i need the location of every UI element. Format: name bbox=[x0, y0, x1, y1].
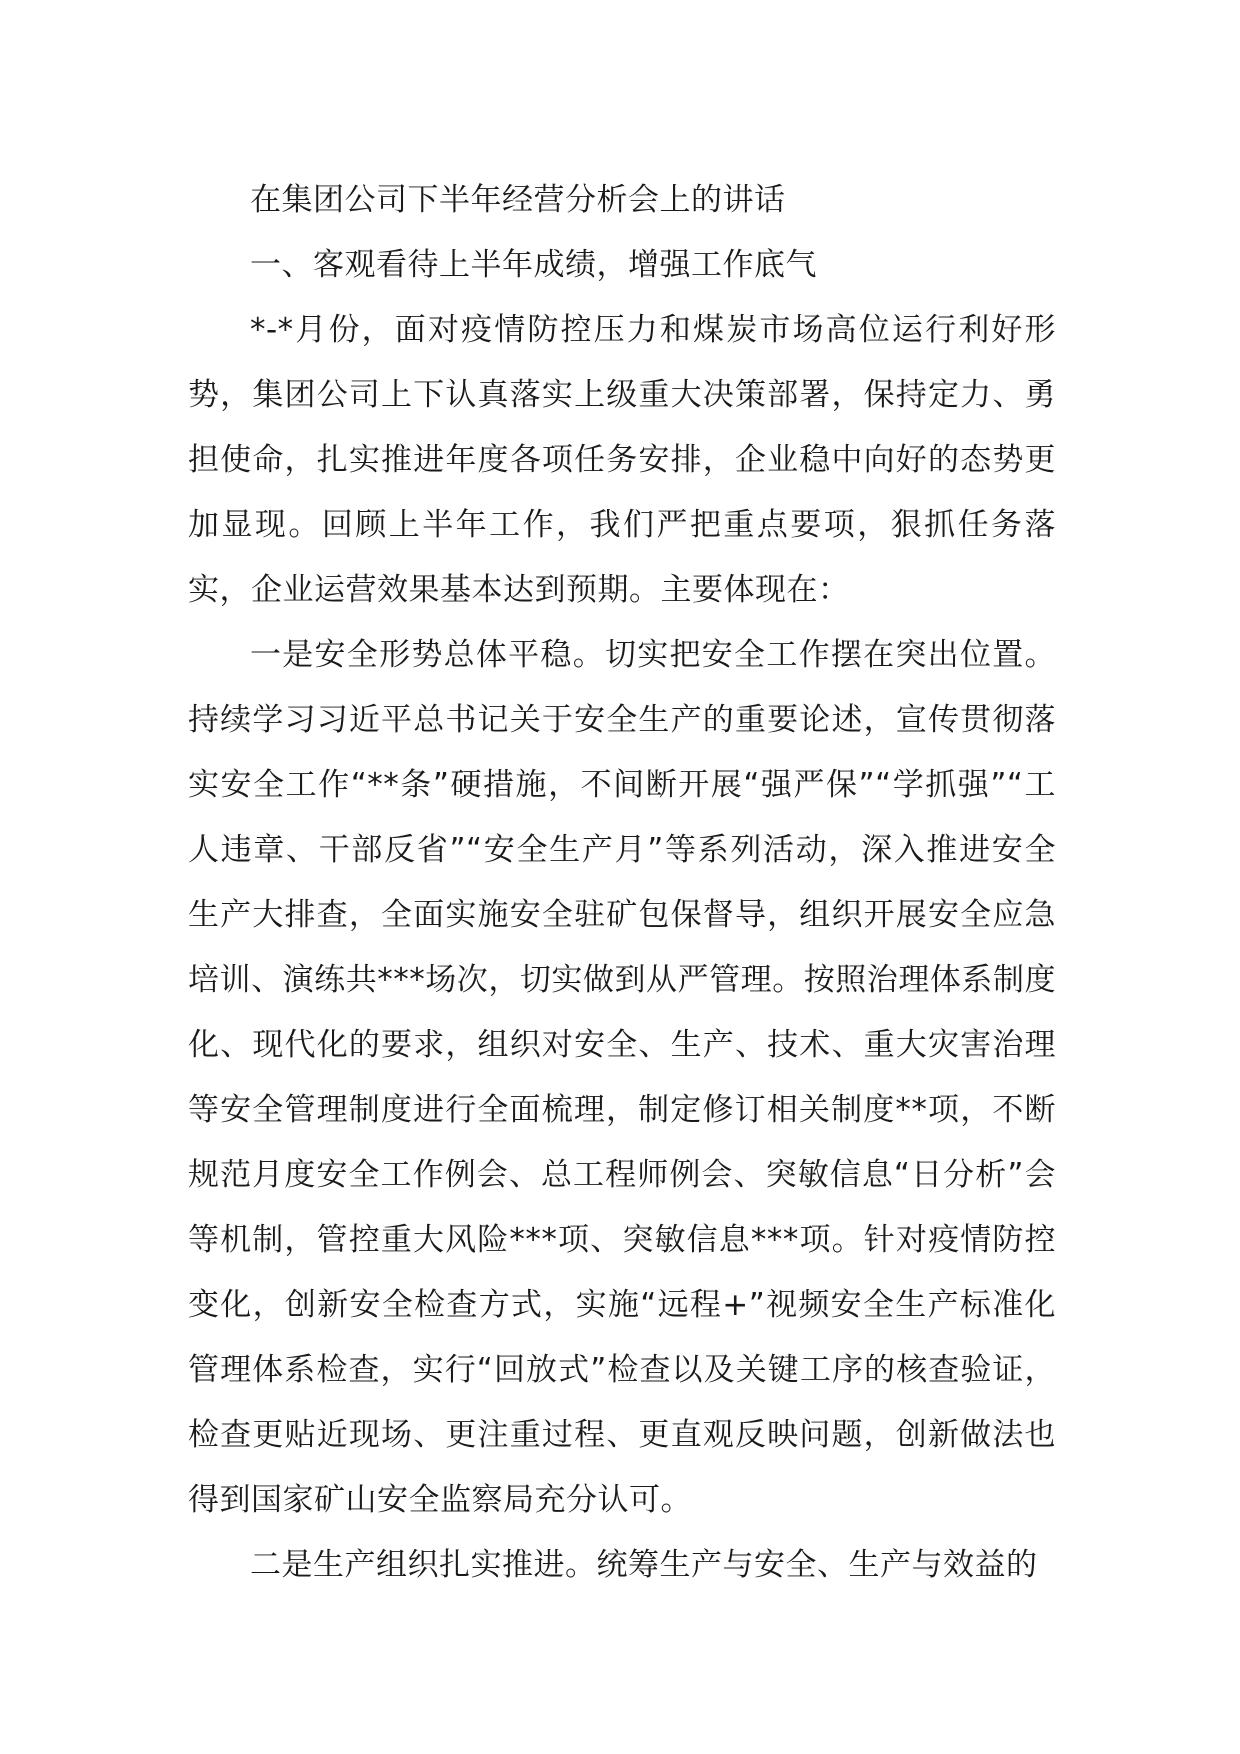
document-body bbox=[188, 168, 1056, 1598]
section-heading: 一、客观看待上半年成绩，增强工作底气 bbox=[250, 247, 817, 283]
paragraph-overview: *-*月份，面对疫情防控压力和煤炭市场高位运行利好形势，集团公司上下认真落实上级重大决策部署，保持定力、勇担使命，扎实推进年度各项任务安排，企业稳中向好的态势更加显现。回顾上半年工作，我们严把重点要项，狠抓任务落实，企业运营效果基本达到预期。主要体现在： bbox=[188, 312, 1056, 608]
paragraph-production: 二是生产组织扎实推进。统筹生产与安全、生产与效益的 bbox=[250, 1547, 1038, 1583]
document-title: 在集团公司下半年经营分析会上的讲话 bbox=[250, 182, 786, 218]
paragraph-safety: 一是安全形势总体平稳。切实把安全工作摆在突出位置。持续学习习近平总书记关于安全生产的重要论述，宣传贯彻落实安全工作“**条”硬措施，不间断开展“强严保”“学抓强”“工人违章、干部反省”“安全生产月”等系列活动，深入推进安全生产大排查，全面实施安全驻矿包保督导，组织开展安全应急培训、演练共***场次，切实做到从严管理。按照治理体系制度化、现代化的要求，组织对安全、生产、技术、重大灾害治理等安全管理制度进行全面梳理，制定修订相关制度**项，不断规范月度安全工作例会、总工程师例会、突敏信息“日分析”会等机制，管控重大风险***项、突敏信息***项。针对疫情防控变化，创新安全检查方式，实施“远程+”视频安全生产标准化管理体系检查，实行“回放式”检查以及关键工序的核查验证，检查更贴近现场、更注重过程、更直观反映问题，创新做法也得到国家矿山安全监察局充分认可。 bbox=[188, 637, 1056, 1518]
